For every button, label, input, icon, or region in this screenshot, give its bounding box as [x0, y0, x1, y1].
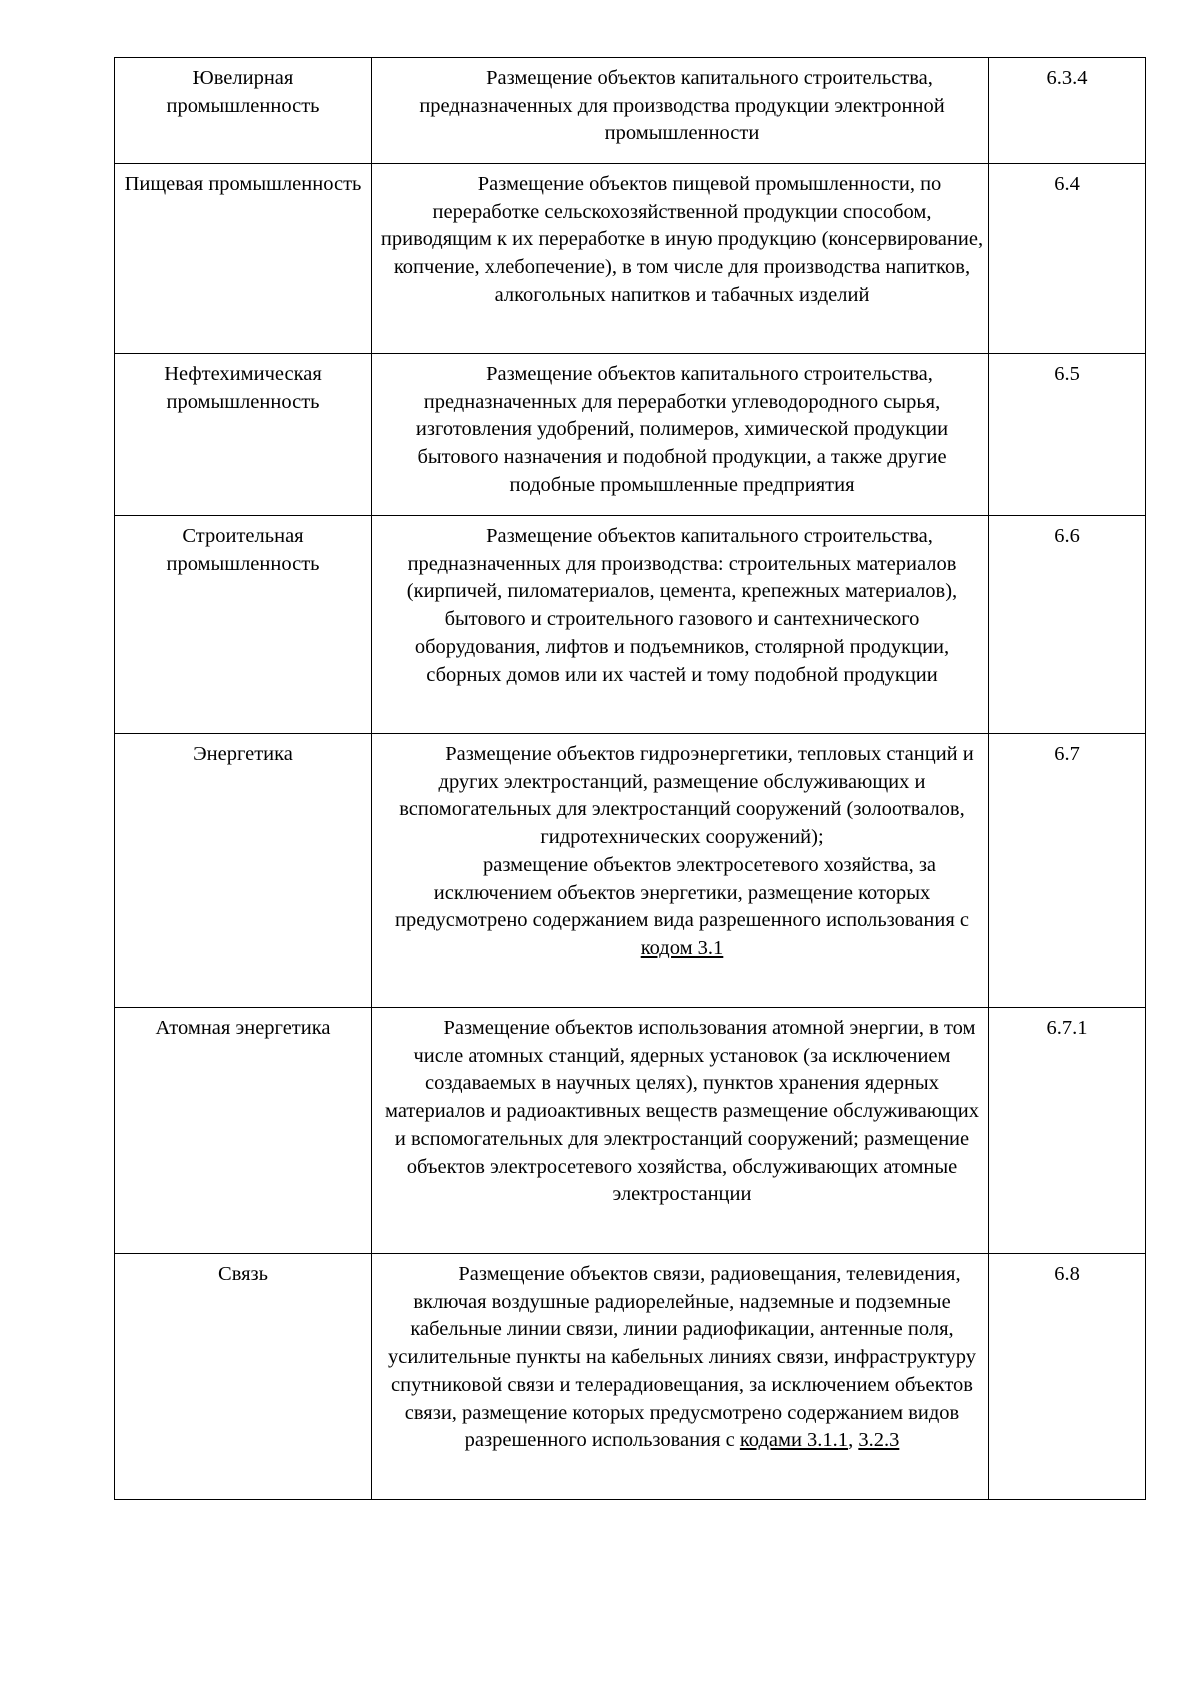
description-paragraph: Размещение объектов пищевой промышленности, по переработке сельскохозяйственной продукции способом, приводящим к их переработке в иную продукцию (консервирование, копчение, хлебопечение), в том числе для производства напитков, алкогольных напитков и табачных изделий — [380, 173, 984, 306]
use-type-description — [372, 1254, 989, 1500]
code-link[interactable]: 3.2.3 — [858, 1429, 900, 1452]
use-type-name: Пищевая промышленность — [115, 164, 372, 354]
use-type-name: Энергетика — [115, 734, 372, 1008]
land-use-table — [114, 57, 1146, 1500]
use-type-code: 6.4 — [989, 164, 1146, 354]
use-type-name: Атомная энергетика — [115, 1008, 372, 1254]
link-separator: , — [848, 1429, 854, 1452]
use-type-description — [372, 164, 989, 354]
code-link[interactable]: кодами 3.1.1 — [739, 1429, 849, 1452]
use-type-code: 6.5 — [989, 354, 1146, 516]
use-type-description — [372, 1008, 989, 1254]
use-type-description — [372, 354, 989, 516]
use-type-code: 6.7.1 — [989, 1008, 1146, 1254]
description-paragraph — [380, 1261, 984, 1455]
table-row — [115, 1008, 1146, 1254]
table-row — [115, 734, 1146, 1008]
description-paragraph: Размещение объектов капитального строительства, предназначенных для производства: строительных материалов (кирпичей, пиломатериалов, цемента, крепежных материалов), бытового и строительного газового и сантехнического оборудования, лифтов и подъемников, столярной продукции, сборных домов или их частей и тому подобной продукции — [406, 525, 958, 686]
description-text: размещение объектов электросетевого хозяйства, за исключением объектов энергетики, размещение которых предусмотрено содержанием вида разрешенного использования с — [395, 853, 969, 932]
use-type-name: Нефтехимическая промышленность — [115, 354, 372, 516]
description-paragraph: Размещение объектов использования атомной энергии, в том числе атомных станций, ядерных установок (за исключением создаваемых в научных целях), пунктов хранения ядерных материалов и радиоактивных веществ размещение обслуживающих и вспомогательных для электростанций сооружений; размещение объектов электросетевого хозяйства, обслуживающих атомные электростанции — [385, 1017, 979, 1206]
use-type-description — [372, 734, 989, 1008]
table-row — [115, 164, 1146, 354]
use-type-code: 6.7 — [989, 734, 1146, 1008]
table-row — [115, 354, 1146, 516]
use-type-description — [372, 516, 989, 734]
use-type-description — [372, 58, 989, 164]
table-row — [115, 516, 1146, 734]
use-type-name: Связь — [115, 1254, 372, 1500]
use-type-name: Ювелирная промышленность — [115, 58, 372, 164]
use-type-code: 6.3.4 — [989, 58, 1146, 164]
code-link[interactable]: кодом 3.1 — [640, 936, 724, 959]
table-row — [115, 1254, 1146, 1500]
use-type-code: 6.6 — [989, 516, 1146, 734]
description-paragraph: Размещение объектов капитального строительства, предназначенных для производства продукции электронной промышленности — [419, 67, 945, 145]
use-type-name: Строительная промышленность — [115, 516, 372, 734]
table-row — [115, 58, 1146, 164]
description-paragraph — [380, 852, 984, 963]
description-paragraph: Размещение объектов капитального строительства, предназначенных для переработки углеводородного сырья, изготовления удобрений, полимеров, химической продукции бытового назначения и подобной продукции, а также другие подобные промышленные предприятия — [415, 363, 949, 496]
description-text: Размещение объектов связи, радиовещания, телевидения, включая воздушные радиорелейные, надземные и подземные кабельные линии связи, линии радиофикации, антенные поля, усилительные пункты на кабельных линиях связи, инфраструктуру спутниковой связи и телерадиовещания, за исключением объектов связи, размещение которых предусмотрено содержанием видов разрешенного использования с — [388, 1263, 976, 1452]
use-type-code: 6.8 — [989, 1254, 1146, 1500]
description-paragraph: Размещение объектов гидроэнергетики, тепловых станций и других электростанций, размещение обслуживающих и вспомогательных для электростанций сооружений (золоотвалов, гидротехнических сооружений); — [399, 743, 974, 849]
